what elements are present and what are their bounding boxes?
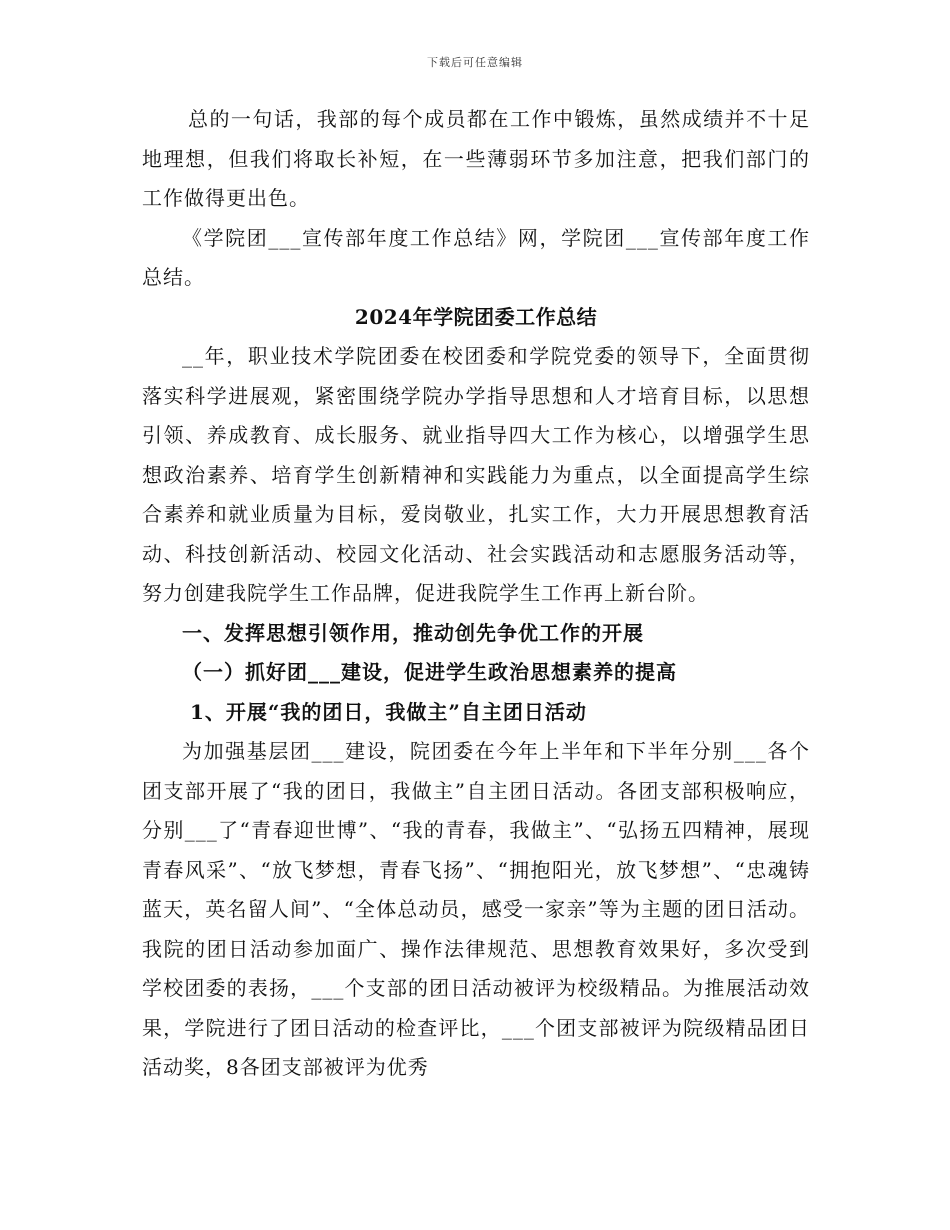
document-title: 2024年学院团委工作总结	[354, 304, 598, 329]
paragraph-summary: 总的一句话，我部的每个成员都在工作中锻炼，虽然成绩并不十足地理想，但我们将取长补短，在一些薄弱环节多加注意，把我们部门的工作做得更出色。	[142, 107, 810, 210]
paragraph-source-note: 《学院团___宣传部年度工作总结》网，学院团___宣传部年度工作总结。	[142, 225, 810, 289]
page-header: 下载后可任意编辑	[427, 56, 523, 69]
paragraph-activities: 为加强基层团___建设，院团委在今年上半年和下半年分别___各个团支部开展了“我的团日，我做主”自主团日活动。各团支部积极响应，分别___了“青春迎世博”、“我的青春，我做主”、“弘扬五四精神，展现青春风采”、“放飞梦想，青春飞扬”、“拥抱阳光，放飞梦想”、“忠魂铸蓝天，英名留人间”、“全体总动员，感受一家亲”等为主题的团日活动。我院的团日活动参加面广、操作法律规范、思想教育效果好，多次受到学校团委的表扬，___个支部的团日活动被评为校级精品。为推展活动效果，学院进行了团日活动的检查评比，___个团支部被评为院级精品团日活动奖，8各团支部被评为优秀	[142, 739, 810, 1079]
paragraph-intro: __年，职业技术学院团委在校团委和学院党委的领导下，全面贯彻落实科学进展观，紧密围绕学院办学指导思想和人才培育目标，以思想引领、养成教育、成长服务、就业指导四大工作为核心，以增强学生思想政治素养、培育学生创新精神和实践能力为重点，以全面提高学生综合素养和就业质量为目标，爱岗敬业，扎实工作，大力开展思想教育活动、科技创新活动、校园文化活动、社会实践活动和志愿服务活动等，努力创建我院学生工作品牌，促进我院学生工作再上新台阶。	[142, 344, 810, 605]
section-heading-1-1-1: 1、开展“我的团日，我做主”自主团日活动	[190, 699, 587, 724]
section-heading-1: 一、发挥思想引领作用，推动创先争优工作的开展	[182, 620, 644, 645]
document-body	[142, 100, 810, 1088]
section-heading-1-1: （一）抓好团___建设，促进学生政治思想素养的提高	[182, 660, 677, 684]
